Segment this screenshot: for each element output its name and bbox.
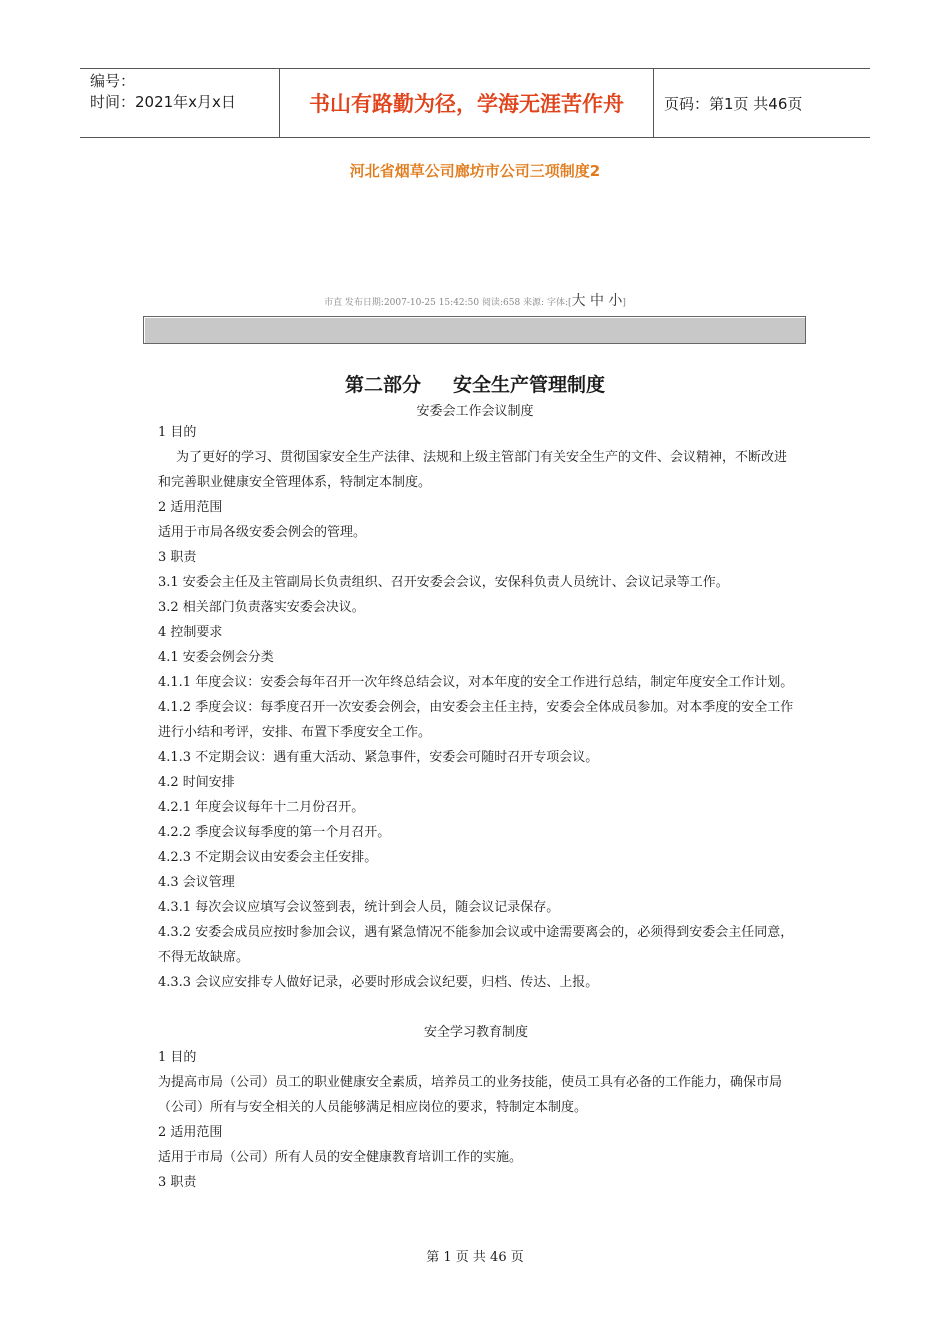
header-table (80, 68, 870, 138)
font-size-options[interactable]: 大 中 小 (571, 293, 623, 309)
header-page-cell (654, 69, 870, 137)
paragraph: 4.3 会议管理 (158, 875, 235, 890)
paragraph: 4.2.2 季度会议每季度的第一个月召开。 (158, 825, 391, 840)
paragraph: 1 目的 (158, 1050, 197, 1065)
page-footer: 第 1 页 共 46 页 (426, 1250, 524, 1265)
paragraph: 4.2.3 不定期会议由安委会主任安排。 (158, 850, 378, 865)
article-meta (0, 290, 950, 310)
time-label: 时间：2021年x月x日 (90, 93, 236, 111)
document-body (158, 420, 794, 1195)
meta-info: 市直 发布日期:2007-10-25 15:42:50 阅读:658 来源: 字体:[ (324, 298, 572, 308)
gray-divider-bar (143, 316, 806, 344)
motto: 书山有路勤为径，学海无涯苦作舟 (309, 92, 624, 116)
paragraph: 4.1 安委会例会分类 (158, 650, 274, 665)
blank-line (158, 995, 794, 1020)
paragraph: 为了更好的学习、贯彻国家安全生产法律、法规和上级主管部门有关安全生产的文件、会议精神，不断改进和完善职业健康安全管理体系，特制定本制度。 (158, 450, 788, 490)
header-left-cell (80, 69, 280, 137)
part-number: 第二部分 (344, 374, 421, 396)
paragraph: 4.2 时间安排 (158, 775, 235, 790)
paragraph: 4.1.3 不定期会议：遇有重大活动、紧急事件，安委会可随时召开专项会议。 (158, 750, 599, 765)
header-motto-cell (280, 69, 654, 137)
paragraph: 1 目的 (158, 425, 197, 440)
paragraph: 4.1.2 季度会议：每季度召开一次安委会例会，由安委会主任主持，安委会全体成员参加。对本季度的安全工作进行小结和考评，安排、布置下季度安全工作。 (158, 700, 794, 740)
number-label: 编号： (90, 72, 136, 90)
document-title: 河北省烟草公司廊坊市公司三项制度2 (349, 162, 601, 180)
paragraph: 4.3.1 每次会议应填写会议签到表，统计到会人员，随会议记录保存。 (158, 900, 560, 915)
paragraph: 4.1.1 年度会议：安委会每年召开一次年终总结会议，对本年度的安全工作进行总结，制定年度安全工作计划。 (158, 675, 794, 690)
paragraph: 4.3.2 安委会成员应按时参加会议，遇有紧急情况不能参加会议或中途需要离会的，必须得到安委会主任同意，不得无故缺席。 (158, 925, 794, 965)
paragraph: 3 职责 (158, 1175, 197, 1190)
paragraph: 3 职责 (158, 550, 197, 565)
paragraph: 4.2.1 年度会议每年十二月份召开。 (158, 800, 365, 815)
section-title: 安委会工作会议制度 (416, 404, 534, 419)
paragraph: 3.2 相关部门负责落实安委会决议。 (158, 600, 365, 615)
paragraph: 为提高市局（公司）员工的职业健康安全素质，培养员工的业务技能，使员工具有必备的工作能力，确保市局（公司）所有与安全相关的人员能够满足相应岗位的要求，特制定本制度。 (158, 1075, 783, 1115)
paragraph: 3.1 安委会主任及主管副局长负责组织、召开安委会会议，安保科负责人员统计、会议记录等工作。 (158, 575, 729, 590)
page-label: 页码：第1页 共46页 (664, 94, 803, 113)
meta-close: ] (622, 298, 626, 308)
paragraph: 适用于市局各级安委会例会的管理。 (158, 525, 367, 540)
part-name: 安全生产管理制度 (453, 374, 606, 396)
paragraph: 适用于市局（公司）所有人员的安全健康教育培训工作的实施。 (158, 1150, 523, 1165)
paragraph: 4 控制要求 (158, 625, 223, 640)
paragraph: 4.3.3 会议应安排专人做好记录，必要时形成会议纪要，归档、传达、上报。 (158, 975, 599, 990)
part-title (0, 370, 950, 397)
section-title: 安全学习教育制度 (423, 1025, 528, 1040)
paragraph: 2 适用范围 (158, 500, 223, 515)
paragraph: 2 适用范围 (158, 1125, 223, 1140)
